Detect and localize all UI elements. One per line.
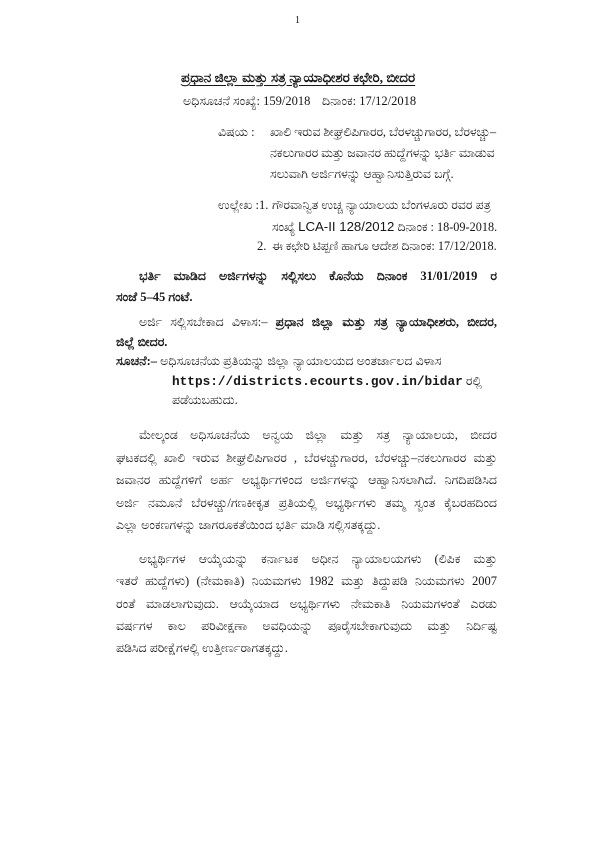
last-date-notice: [116, 266, 497, 308]
note-text: ರಲ್ಲಿ: [465, 373, 482, 388]
reference-line-suffix: ದಿನಾಂಕ : 18-09-2018.: [397, 220, 498, 234]
office-title: ಪ್ರಧಾನ ಜಿಲ್ಲಾ ಮತ್ತು ಸತ್ರ ನ್ಯಾಯಾಧೀಶರ ಕಛೇರಿ, ಬೀದರ: [181, 70, 416, 85]
website-url: https://districts.ecourts.gov.in/bidar: [172, 373, 463, 389]
reference-number: 1.: [258, 198, 269, 212]
reference-number: 2.: [257, 239, 267, 253]
subject-label: ವಿಷಯ :: [218, 125, 255, 139]
note-label: ಸೂಚನೆ:–: [116, 354, 158, 368]
application-address: [116, 312, 497, 352]
reference-item-1: [272, 195, 497, 237]
notice-line: ಭರ್ತಿ ಮಾಡಿದ ಅರ್ಜಿಗಳನ್ನು ಸಲ್ಲಿಸಲು ಕೊನೆಯ ದಿನಾಂಕ 31/01/2019 ರ: [139, 269, 497, 283]
reference-line: [272, 216, 497, 237]
notification-date: ದಿನಾಂಕ: 17/12/2018: [322, 94, 417, 108]
subject-text: [270, 122, 497, 185]
subject-line: ನಕಲುಗಾರರ ಮತ್ತು ಜವಾನರ ಹುದ್ದೆಗಳನ್ನು ಭರ್ತಿ ಮಾಡುವ: [270, 146, 495, 160]
address-label: ಅರ್ಜಿ ಸಲ್ಲಿಸಬೇಕಾದ ವಿಳಾಸ:–: [139, 315, 268, 329]
paragraph-line: ಅರ್ಜಿ ನಮೂನೆ ಬೆರಳಚ್ಚು/ಗಣಕೀಕೃತ ಪ್ರತಿಯಲ್ಲಿ ಅಭ್ಯರ್ಥಿಗಳು ತಮ್ಮ ಸ್ವಂತ ಕೈಬರಹದಿಂದ: [116, 495, 497, 510]
paragraph-line: ಇತರೆ ಹುದ್ದೆಗಳು) (ನೇಮಕಾತಿ) ನಿಯಮಗಳು 1982 ಮತ್ತು ತಿದ್ದುಪಡಿ ನಿಯಮಗಳು 2007: [116, 574, 497, 589]
address-line: [116, 312, 497, 332]
note-line: ಪಡೆಯಬಹುದು.: [172, 393, 238, 407]
reference-line-prefix: ಸಂಖ್ಯೆ: [272, 220, 296, 234]
reference-heading: [218, 195, 270, 216]
body-paragraph-1: [116, 424, 497, 537]
address-value: ಪ್ರಧಾನ ಜಿಲ್ಲಾ ಮತ್ತು ಸತ್ರ ನ್ಯಾಯಾಧೀಶರು, ಬೀದರ,: [275, 315, 497, 329]
note-line: [116, 352, 497, 372]
subject-line: ಸಲುವಾಗಿ ಅರ್ಜಿಗಳನ್ನು ಆಹ್ವಾನಿಸುತ್ತಿರುವ ಬಗ್ಗೆ.: [270, 167, 454, 181]
paragraph-line: ಘಟಕದಲ್ಲಿ ಖಾಲಿ ಇರುವ ಶೀಘ್ರಲಿಪಿಗಾರರ , ಬೆರಳಚ್ಚುಗಾರರ, ಬೆರಳಚ್ಚು–ನಕಲುಗಾರರ ಮತ್ತು: [116, 450, 497, 465]
letter-number: LCA-II 128/2012: [298, 219, 395, 234]
reference-line: ಗೌರವಾನ್ವಿತ ಉಚ್ಚ ನ್ಯಾಯಾಲಯ ಬೆಂಗಳೂರು ರವರ ಪತ್ರ: [272, 198, 491, 212]
page-number: 1: [295, 15, 300, 26]
subject-line: ಖಾಲಿ ಇರುವ ಶೀಘ್ರಲಿಪಿಗಾರರ, ಬೆರಳಚ್ಚುಗಾರರ, ಬೆರಳಚ್ಚು–: [270, 125, 497, 139]
paragraph-line: ಮೇಲ್ಕಂಡ ಅಧಿಸೂಚನೆಯ ಅನ್ವಯ ಜಿಲ್ಲಾ ಮತ್ತು ಸತ್ರ ನ್ಯಾಯಾಲಯ, ಬೀದರ: [139, 428, 497, 442]
paragraph-line: ವರ್ಷಗಳ ಕಾಲ ಪರಿವೀಕ್ಷಣಾ ಅವಧಿಯನ್ನು ಪೂರೈಸಬೇಕಾಗುವುದು ಮತ್ತು ನಿರ್ದಿಷ್ಟ: [116, 618, 497, 633]
paragraph-line: ಎಲ್ಲಾ ಅಂಕಣಗಳನ್ನು ಜಾಗರೂಕತೆಯಿಂದ ಭರ್ತಿ ಮಾಡಿ ಸಲ್ಲಿಸತಕ್ಕದ್ದು.: [116, 518, 381, 532]
address-line: ಜಿಲ್ಲೆ ಬೀದರ.: [116, 335, 168, 349]
reference-label: ಉಲ್ಲೇಖ :: [218, 198, 259, 212]
note-section: [116, 352, 497, 411]
paragraph-line: ರಂತೆ ಮಾಡಲಾಗುವುದು. ಆಯ್ಕೆಯಾದ ಅಭ್ಯರ್ಥಿಗಳು ನೇಮಕಾತಿ ನಿಯಮಗಳಂತೆ ಎರಡು: [116, 596, 497, 611]
notification-number: ಅಧಿಸೂಚನೆ ಸಂಖ್ಯೆ: 159/2018: [183, 94, 311, 108]
paragraph-line: ಅಭ್ಯರ್ಥಿಗಳ ಆಯ್ಕೆಯನ್ನು ಕರ್ನಾಟಕ ಅಧೀನ ನ್ಯಾಯಾಲಯಗಳು (ಲಿಪಿಕ ಮತ್ತು: [139, 552, 497, 566]
body-paragraph-2: [116, 548, 497, 659]
reference-item-2: [272, 236, 497, 257]
notice-line: ಸಂಜೆ 5–45 ಗಂಟೆ.: [116, 290, 193, 304]
reference-line: ಈ ಕಛೇರಿ ಟಿಪ್ಪಣಿ ಹಾಗೂ ಆದೇಶ ದಿನಾಂಕ: 17/12/2018.: [272, 239, 497, 253]
paragraph-line: ಜವಾನರ ಹುದ್ದೆಗಳಿಗೆ ಅರ್ಹ ಅಭ್ಯರ್ಥಿಗಳಿಂದ ಅರ್ಜಿಗಳನ್ನು ಆಹ್ವಾನಿಸಲಾಗಿದೆ. ನಿಗದಿಪಡಿಸಿದ: [116, 473, 497, 487]
note-text: ಅಧಿಸೂಚನೆಯ ಪ್ರತಿಯನ್ನು ಜಿಲ್ಲಾ ನ್ಯಾಯಾಲಯದ ಅಂತರ್ಜಾಲದ ವಿಳಾಸ: [160, 354, 442, 368]
note-line: [116, 372, 497, 392]
paragraph-line: ಪಡಿಸಿದ ಪರೀಕ್ಷೆಗಳಲ್ಲಿ ಉತ್ತೀರ್ಣರಾಗತಕ್ಕದ್ದು.: [116, 641, 288, 656]
